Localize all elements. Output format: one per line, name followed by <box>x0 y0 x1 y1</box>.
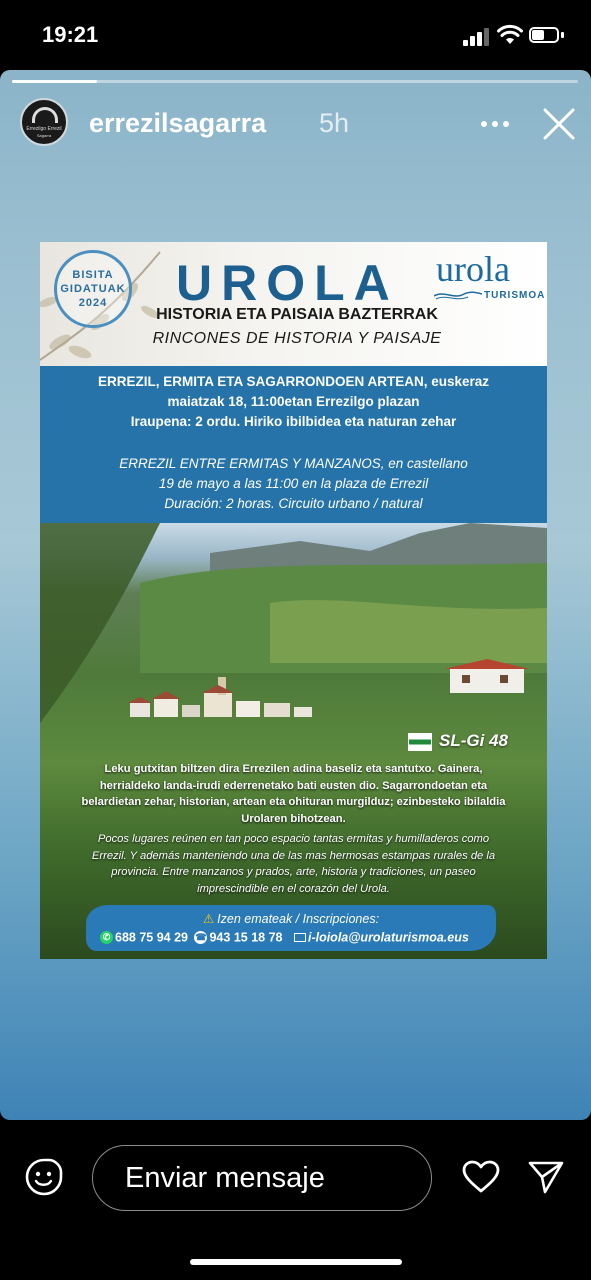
heading-basque: HISTORIA ETA PAISAIA BAZTERRAK <box>156 306 438 323</box>
event-eu-date: maiatzak 18, 11:00etan Errezilgo plazan <box>167 394 420 409</box>
message-placeholder: Enviar mensaje <box>125 1162 325 1194</box>
status-bar <box>0 0 591 70</box>
sticker-icon[interactable] <box>25 1158 63 1196</box>
landscape-photo <box>40 523 547 959</box>
avatar-text-top: Errezilgo Errezil <box>26 126 62 132</box>
urola-turismoa-logo <box>434 248 546 308</box>
status-time: 19:21 <box>42 22 99 47</box>
event-info-band <box>40 366 547 523</box>
home-indicator <box>190 1259 402 1265</box>
story-progress-fill <box>12 80 97 83</box>
badge-line2: GIDATUAK <box>60 283 126 295</box>
avatar-text-bottom: Sagarra <box>36 133 52 138</box>
guided-visits-badge <box>54 250 132 328</box>
heart-icon[interactable] <box>462 1160 500 1194</box>
send-icon[interactable] <box>528 1160 564 1194</box>
whatsapp-icon: ✆ <box>100 931 113 944</box>
farmhouse-illustration <box>444 657 530 693</box>
description-basque: Leku gutxitan biltzen dira Errezilen adina baseliz eta santutxo. Gainera, herrialdeko landa-irudi ederrenetako bati eusten dio. Sagarrondoetan eta belardietan zehar, historian, artean eta ohituran murgilduz; ezinbesteko ibilaldia Urolaren bihotzean. <box>81 763 506 825</box>
event-es-date: 19 de mayo a las 11:00 en la plaza de Errezil <box>158 476 429 491</box>
contact-details <box>100 930 500 945</box>
signal-icon <box>463 28 489 46</box>
wifi-icon <box>497 24 523 46</box>
story-reply-bar <box>0 1120 591 1280</box>
email-address: i-loiola@urolaturismoa.eus <box>307 930 469 945</box>
event-eu-duration: Iraupena: 2 ordu. Hiriko ibilbidea eta naturan zehar <box>130 414 457 429</box>
story-poster <box>40 242 547 959</box>
message-input[interactable] <box>92 1145 432 1211</box>
close-icon[interactable] <box>541 106 577 142</box>
description-spanish: Pocos lugares reúnen en tan poco espacio tantas ermitas y humilladeros como Errezil. Y además manteniendo una de las mas hermosas estampas rurales de la provincia. Entre manzanos y prados, arte, historia y tradiciones, un paseo imprescindible en el corazón del Urola. <box>91 833 496 895</box>
logo-sub: TURISMOA <box>484 290 546 301</box>
whatsapp-number: 688 75 94 29 <box>115 930 188 945</box>
event-es-title: ERREZIL ENTRE ERMITAS Y MANZANOS, en castellano <box>119 456 468 471</box>
wave-icon <box>434 288 482 300</box>
trail-code: SL-Gi 48 <box>439 731 508 750</box>
inscriptions-text: Izen emateak / Inscripciones: <box>217 912 380 926</box>
phone-icon: ☎ <box>195 932 207 943</box>
warning-icon: ⚠ <box>202 912 215 926</box>
username[interactable]: errezilsagarra <box>89 108 267 138</box>
story-viewer[interactable] <box>0 70 591 1120</box>
more-options-icon[interactable] <box>481 121 509 127</box>
badge-line3: 2024 <box>78 297 108 309</box>
village-illustration <box>120 673 320 733</box>
heading-spanish: RINCONES DE HISTORIA Y PAISAJE <box>152 330 442 347</box>
story-progress-bar <box>12 80 578 83</box>
avatar[interactable] <box>20 98 68 146</box>
trail-flag-icon <box>408 733 432 751</box>
logo-word: urola <box>436 249 510 289</box>
event-eu-title: ERREZIL, ERMITA ETA SAGARRONDOEN ARTEAN, euskeraz <box>97 374 490 389</box>
poster-title: UROLA <box>176 255 399 311</box>
inscriptions-label <box>86 911 496 926</box>
phone-number: 943 15 18 78 <box>209 930 283 945</box>
mail-icon <box>294 933 306 942</box>
time-ago: 5h <box>319 108 350 138</box>
battery-icon <box>529 27 565 45</box>
poster-header <box>40 242 547 366</box>
event-es-duration: Duración: 2 horas. Circuito urbano / natural <box>164 496 423 511</box>
badge-line1: BISITA <box>72 269 114 281</box>
